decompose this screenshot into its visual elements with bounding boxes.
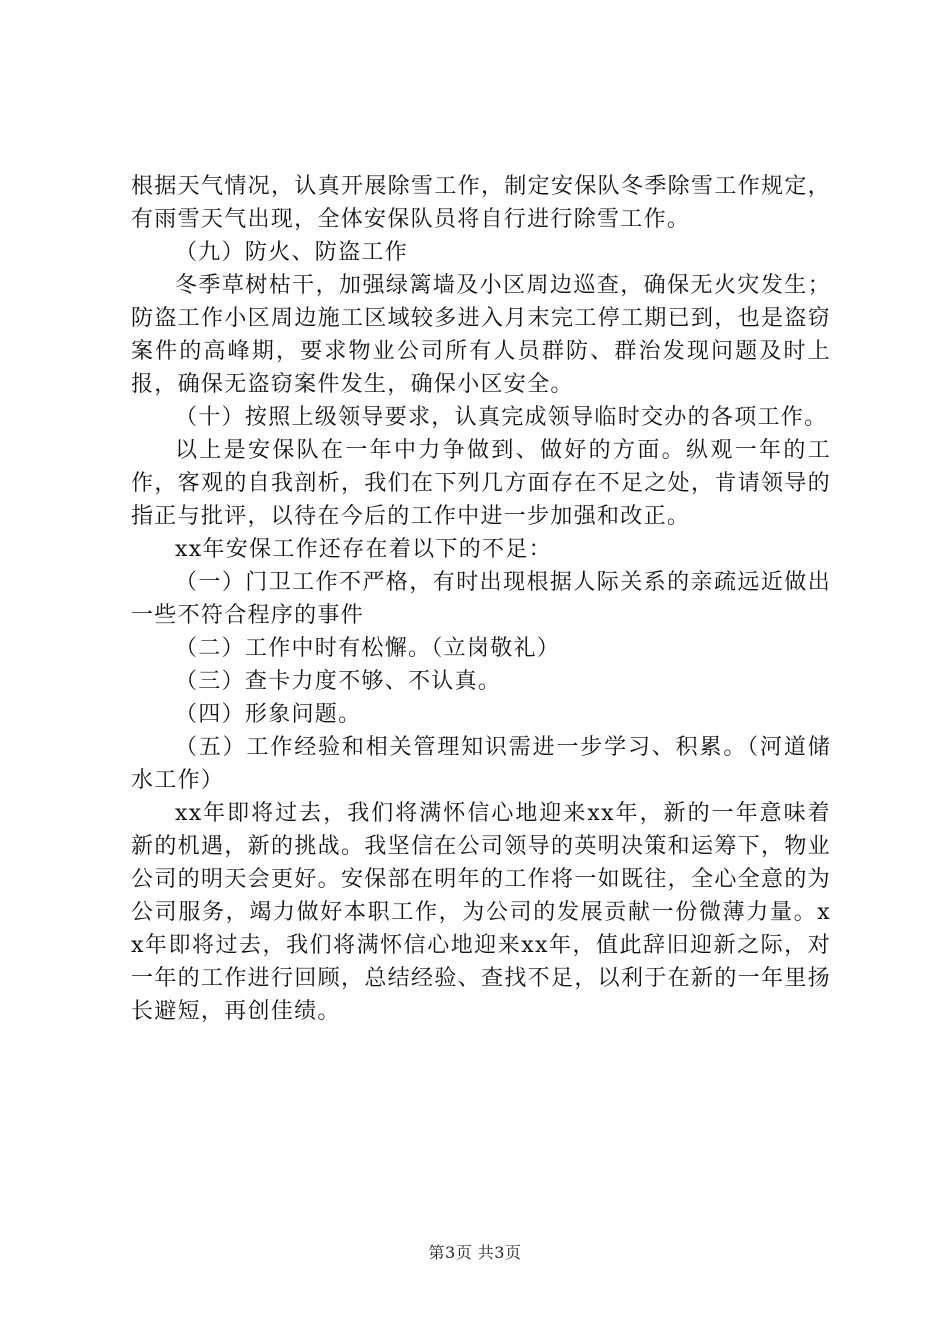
paragraph-item-ten: （十）按照上级领导要求，认真完成领导临时交办的各项工作。 — [175, 405, 828, 430]
paragraph-shortcoming-two: （二）工作中时有松懈。（立岗敬礼） — [175, 636, 561, 661]
heading-fire-theft-prevention: （九）防火、防盗工作 — [175, 240, 409, 265]
paragraph-fire-theft: 冬季草树枯干，加强绿篱墙及小区周边巡查，确保无火灾发生；防盗工作小区周边施工区域较多进入月末完工停工期已到，也是盗窃案件的高峰期，要求物业公司所有人员群防、群治发现问题及时上报，确保无盗窃案件发生，确保小区安全。 — [131, 273, 831, 397]
paragraph-shortcoming-three: （三）查卡力度不够、不认真。 — [175, 669, 502, 694]
paragraph-summary: 以上是安保队在一年中力争做到、做好的方面。纵观一年的工作，客观的自我剖析，我们在下列几方面存在不足之处，肯请领导的指正与批评，以待在今后的工作中进一步加强和改正。 — [131, 438, 831, 529]
paragraph-shortcomings-intro: xx年安保工作还存在着以下的不足： — [175, 537, 552, 562]
paragraph-shortcoming-one: （一）门卫工作不严格，有时出现根据人际关系的亲疏远近做出一些不符合程序的事件 — [131, 570, 831, 628]
paragraph-shortcoming-five: （五）工作经验和相关管理知识需进一步学习、积累。（河道储水工作） — [131, 735, 831, 793]
paragraph-snow-removal: 根据天气情况，认真开展除雪工作，制定安保队冬季除雪工作规定，有雨雪天气出现，全体安保队员将自行进行除雪工作。 — [131, 174, 831, 232]
paragraph-shortcoming-four: （四）形象问题。 — [175, 702, 362, 727]
paragraph-closing: xx年即将过去，我们将满怀信心地迎来xx年，新的一年意味着新的机遇，新的挑战。我坚信在公司领导的英明决策和运筹下，物业公司的明天会更好。安保部在明年的工作将一如既往，全心全意的为公司服务，竭力做好本职工作，为公司的发展贡献一份微薄力量。xx年即将过去，我们将满怀信心地迎来xx年，值此辞旧迎新之际，对一年的工作进行回顾，总结经验、查找不足，以利于在新的一年里扬长避短，再创佳绩。 — [131, 801, 831, 1024]
document-body — [131, 170, 831, 1028]
page-number-footer: 第3页 共3页 — [428, 1243, 522, 1262]
